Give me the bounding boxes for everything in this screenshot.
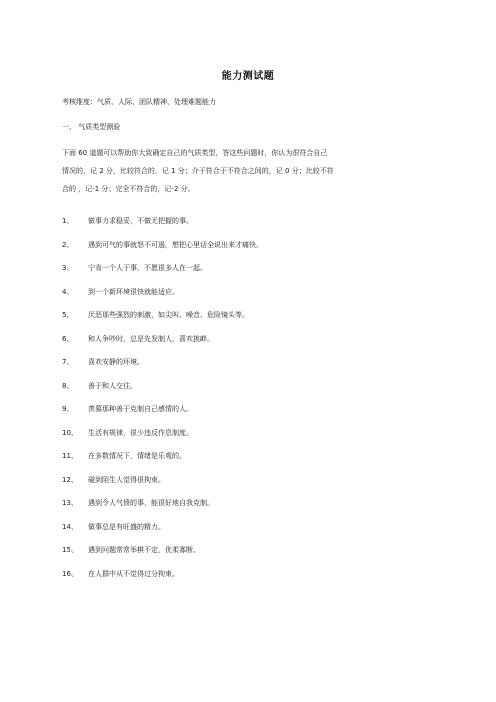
question-number: 9、 <box>62 405 74 413</box>
instructions-paragraph <box>62 144 434 198</box>
question-item <box>62 263 434 287</box>
question-text: 厌恶那些强烈的刺激，如尖叫、噪音、危险镜头等。 <box>88 311 249 319</box>
question-number: 6、 <box>62 334 74 343</box>
question-text: 碰到陌生人觉得很拘束。 <box>88 475 165 484</box>
question-text: 遇到问题常常举棋不定，优柔寡断。 <box>88 546 200 554</box>
question-item <box>62 334 434 358</box>
question-number: 3、 <box>62 264 74 272</box>
question-text: 在人群中从不觉得过分拘束。 <box>88 569 179 578</box>
question-text: 善于和人交往。 <box>88 381 137 390</box>
document-title: 能力测试题 <box>221 71 275 82</box>
instructions-line: 情况的，记 2 分，比较符合的，记 1 分；介于符合于不符合之间的，记 0 分；比较不符 <box>62 167 334 175</box>
question-number: 11、 <box>62 452 78 460</box>
question-text: 生活有规律，很少违反作息制度。 <box>88 428 193 437</box>
question-item <box>62 287 434 311</box>
question-text: 做事力求稳妥，不做无把握的事。 <box>88 217 193 225</box>
instructions-line: 下面 60 道题可以帮助你大致确定自己的气质类型，答这些问题时，你认为很符合自己 <box>62 149 328 157</box>
question-text: 和人争吵时，总是先发制人，喜欢挑衅。 <box>88 334 214 343</box>
question-text: 宁肯一个人干事，不愿很多人在一起。 <box>88 264 207 272</box>
question-item <box>62 404 434 428</box>
question-number: 15、 <box>62 546 78 554</box>
question-number: 14、 <box>62 522 78 531</box>
question-number: 7、 <box>62 358 74 366</box>
question-text: 到一个新环境很快就能适应。 <box>88 287 179 296</box>
question-item <box>62 475 434 499</box>
question-text: 遇到令人气愤的事，能很好地自我克制。 <box>88 499 214 507</box>
question-number: 1、 <box>62 217 74 225</box>
question-number: 4、 <box>62 287 74 296</box>
question-text: 羡慕那种善于克制自己感情的人。 <box>88 405 193 413</box>
question-number: 5、 <box>62 311 74 319</box>
question-text: 在多数情况下，情绪是乐观的。 <box>88 452 186 460</box>
question-number: 10、 <box>62 428 78 437</box>
question-number: 12、 <box>62 475 78 484</box>
question-item <box>62 381 434 405</box>
question-item <box>62 498 434 522</box>
question-number: 8、 <box>62 381 74 390</box>
question-item <box>62 545 434 569</box>
section-heading: 一、 气质类型测验 <box>62 123 121 131</box>
question-text: 遇到可气的事就怒不可遏，想把心里话全说出来才痛快。 <box>88 240 263 249</box>
question-item <box>62 522 434 546</box>
question-number: 2、 <box>62 240 74 249</box>
question-item <box>62 216 434 240</box>
question-list <box>62 216 434 592</box>
assessment-dimensions: 考核维度：气质、人际、团队精神、处理难题能力 <box>62 98 216 106</box>
question-item <box>62 569 434 593</box>
question-number: 13、 <box>62 499 78 507</box>
question-item <box>62 428 434 452</box>
question-text: 做事总是有旺盛的精力。 <box>88 522 165 531</box>
question-item <box>62 357 434 381</box>
question-text: 喜欢安静的环境。 <box>88 358 144 366</box>
question-item <box>62 240 434 264</box>
question-number: 16、 <box>62 569 78 578</box>
instructions-line: 合的 ，记-1 分；完全不符合的，记-2 分。 <box>62 185 195 193</box>
question-item <box>62 451 434 475</box>
question-item <box>62 310 434 334</box>
